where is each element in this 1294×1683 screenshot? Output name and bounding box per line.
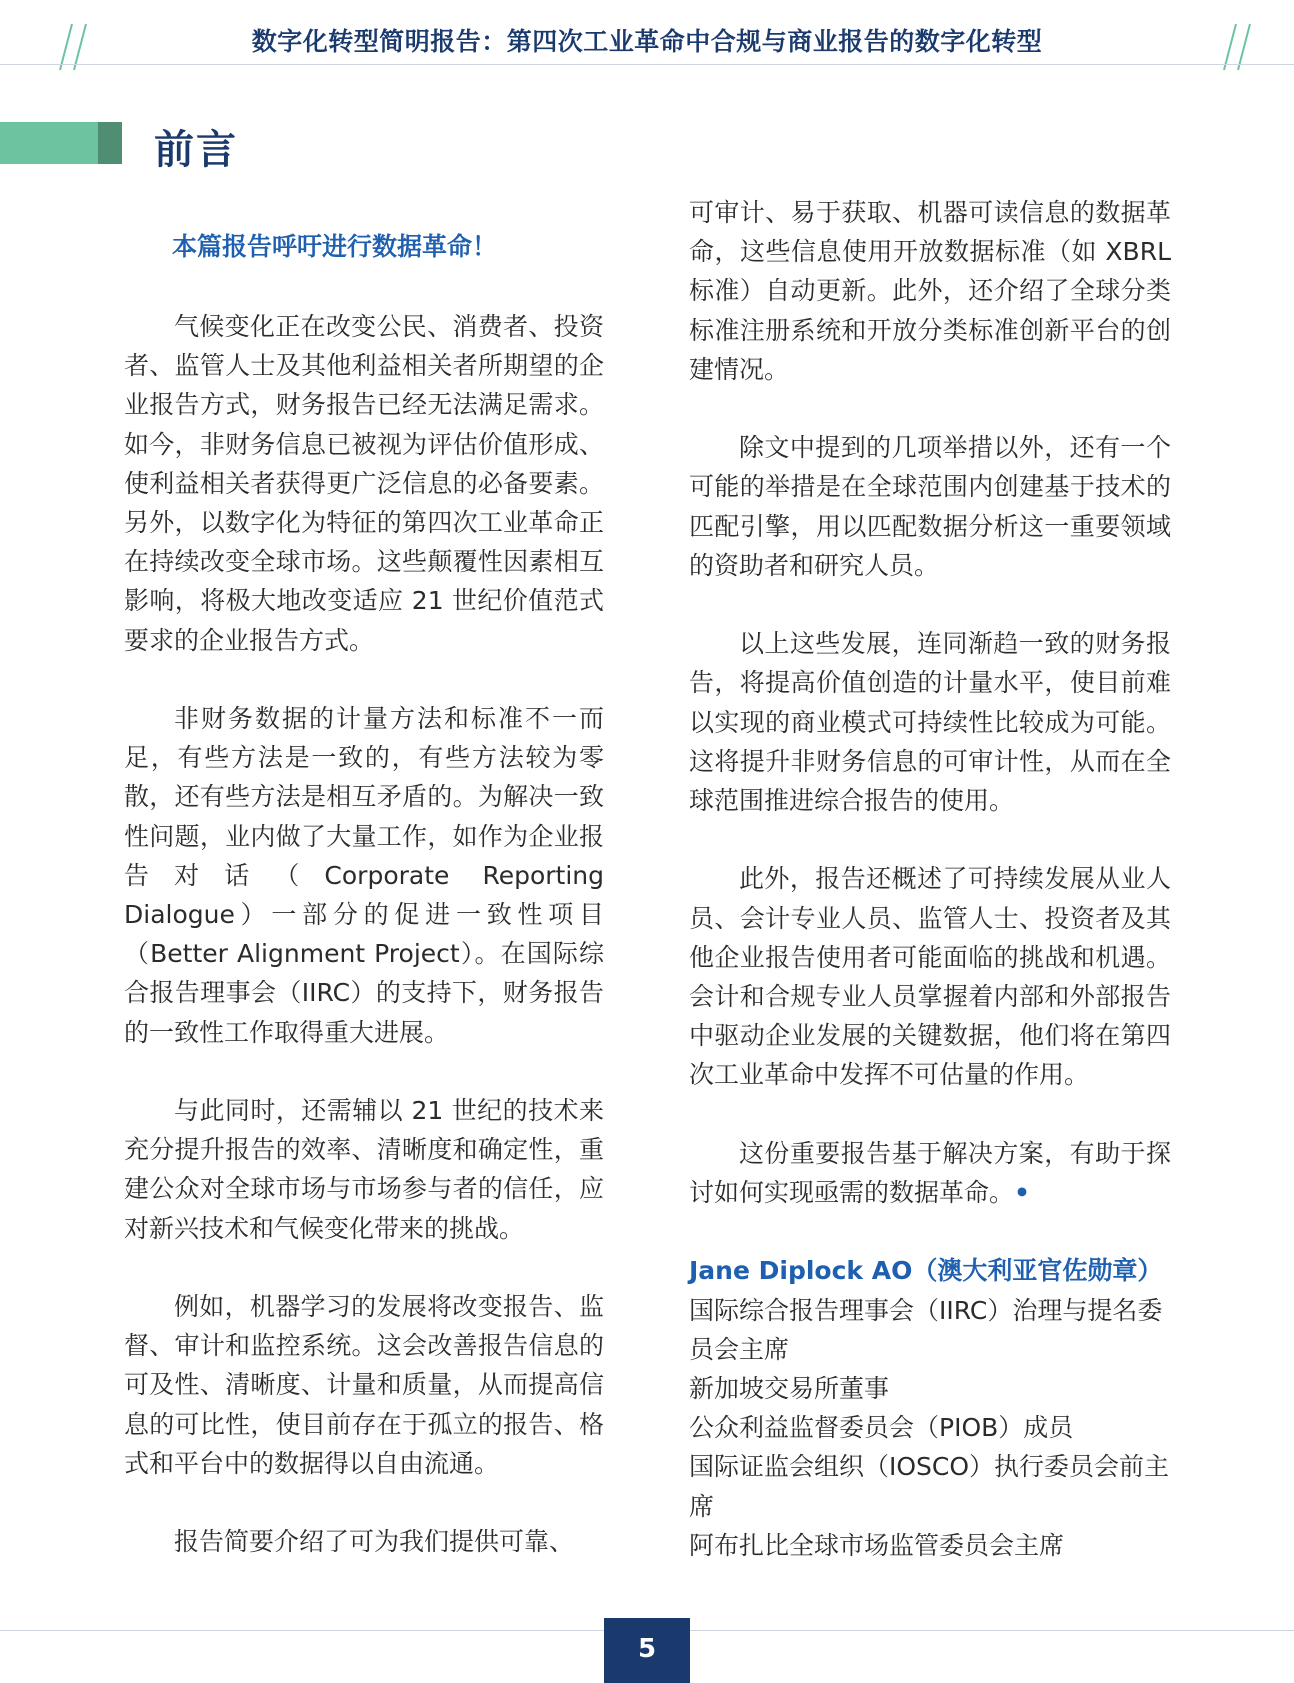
page-number: 5 xyxy=(604,1618,690,1683)
signatory-name: Jane Diplock AO（澳大利亚官佐勋章） xyxy=(689,1256,1163,1286)
closing-text: 这份重要报告基于解决方案，有助于探讨如何实现亟需的数据革命。 xyxy=(689,1138,1171,1208)
signatory-role: 新加坡交易所董事 xyxy=(689,1374,890,1404)
paragraph: 除文中提到的几项举措以外，还有一个可能的举措是在全球范围内创建基于技术的匹配引擎，用以匹配数据分析这一重要领域的资助者和研究人员。 xyxy=(689,433,1171,580)
header-divider xyxy=(0,64,1294,65)
report-header-title: 数字化转型简明报告：第四次工业革命中合规与商业报告的数字化转型 xyxy=(251,27,1043,56)
closing-paragraph xyxy=(689,1134,1171,1212)
paragraph-continuation: 可审计、易于获取、机器可读信息的数据革命，这些信息使用开放数据标准（如 XBRL 标准）自动更新。此外，还介绍了全球分类标准注册系统和开放分类标准创新平台的创建情况。 xyxy=(689,198,1171,384)
section-title: 前言 xyxy=(154,127,238,173)
end-mark: • xyxy=(1014,1178,1030,1208)
paragraph: 报告简要介绍了可为我们提供可靠、 xyxy=(174,1527,575,1557)
paragraph: 与此同时，还需辅以 21 世纪的技术来充分提升报告的效率、清晰度和确定性，重建公众对全球市场与市场参与者的信任，应对新兴技术和气候变化带来的挑战。 xyxy=(124,1096,604,1243)
signatory-role: 国际证监会组织（IOSCO）执行委员会前主席 xyxy=(689,1452,1170,1521)
signatory-role: 国际综合报告理事会（IIRC）治理与提名委员会主席 xyxy=(689,1295,1163,1364)
left-column xyxy=(124,307,604,1561)
paragraph: 例如，机器学习的发展将改变报告、监督、审计和监控系统。这会改善报告信息的可及性、清晰度、计量和质量，从而提高信息的可比性，使目前存在于孤立的报告、格式和平台中的数据得以自由流通。 xyxy=(124,1292,604,1478)
paragraph: 以上这些发展，连同渐趋一致的财务报告，将提高价值创造的计量水平，使目前难以实现的商业模式可持续性比较成为可能。这将提升非财务信息的可审计性，从而在全球范围推进综合报告的使用。 xyxy=(689,629,1171,816)
section-accent-bar xyxy=(0,122,98,164)
paragraph: 气候变化正在改变公民、消费者、投资者、监管人士及其他利益相关者所期望的企业报告方式，财务报告已经无法满足需求。如今，非财务信息已被视为评估价值形成、使利益相关者获得更广泛信息的必备要素。另外，以数字化为特征的第四次工业革命正在持续改变全球市场。这些颠覆性因素相互影响，将极大地改变适应 21 世纪价值范式要求的企业报告方式。 xyxy=(124,312,604,655)
section-accent-bar-dark xyxy=(98,122,122,164)
paragraph: 此外，报告还概述了可持续发展从业人员、会计专业人员、监管人士、投资者及其他企业报告使用者可能面临的挑战和机遇。会计和合规专业人员掌握着内部和外部报告中驱动企业发展的关键数据，他们将在第四次工业革命中发挥不可估量的作用。 xyxy=(689,864,1171,1090)
paragraph: 非财务数据的计量方法和标准不一而足，有些方法是一致的，有些方法较为零散，还有些方法是相互矛盾的。为解决一致性问题，业内做了大量工作，如作为企业报告对话（Corporate Reporting Dialogue）一部分的促进一致性项目（Better Alignment Project）。在国际综合报告理事会（IIRC）的支持下，财务报告的一致性工作取得重大进展。 xyxy=(124,704,604,1047)
right-column xyxy=(689,193,1171,1565)
lead-heading: 本篇报告呼吁进行数据革命！ xyxy=(172,232,498,261)
signatory-role: 阿布扎比全球市场监管委员会主席 xyxy=(689,1530,1065,1560)
signatory-role: 公众利益监督委员会（PIOB）成员 xyxy=(689,1413,1074,1443)
